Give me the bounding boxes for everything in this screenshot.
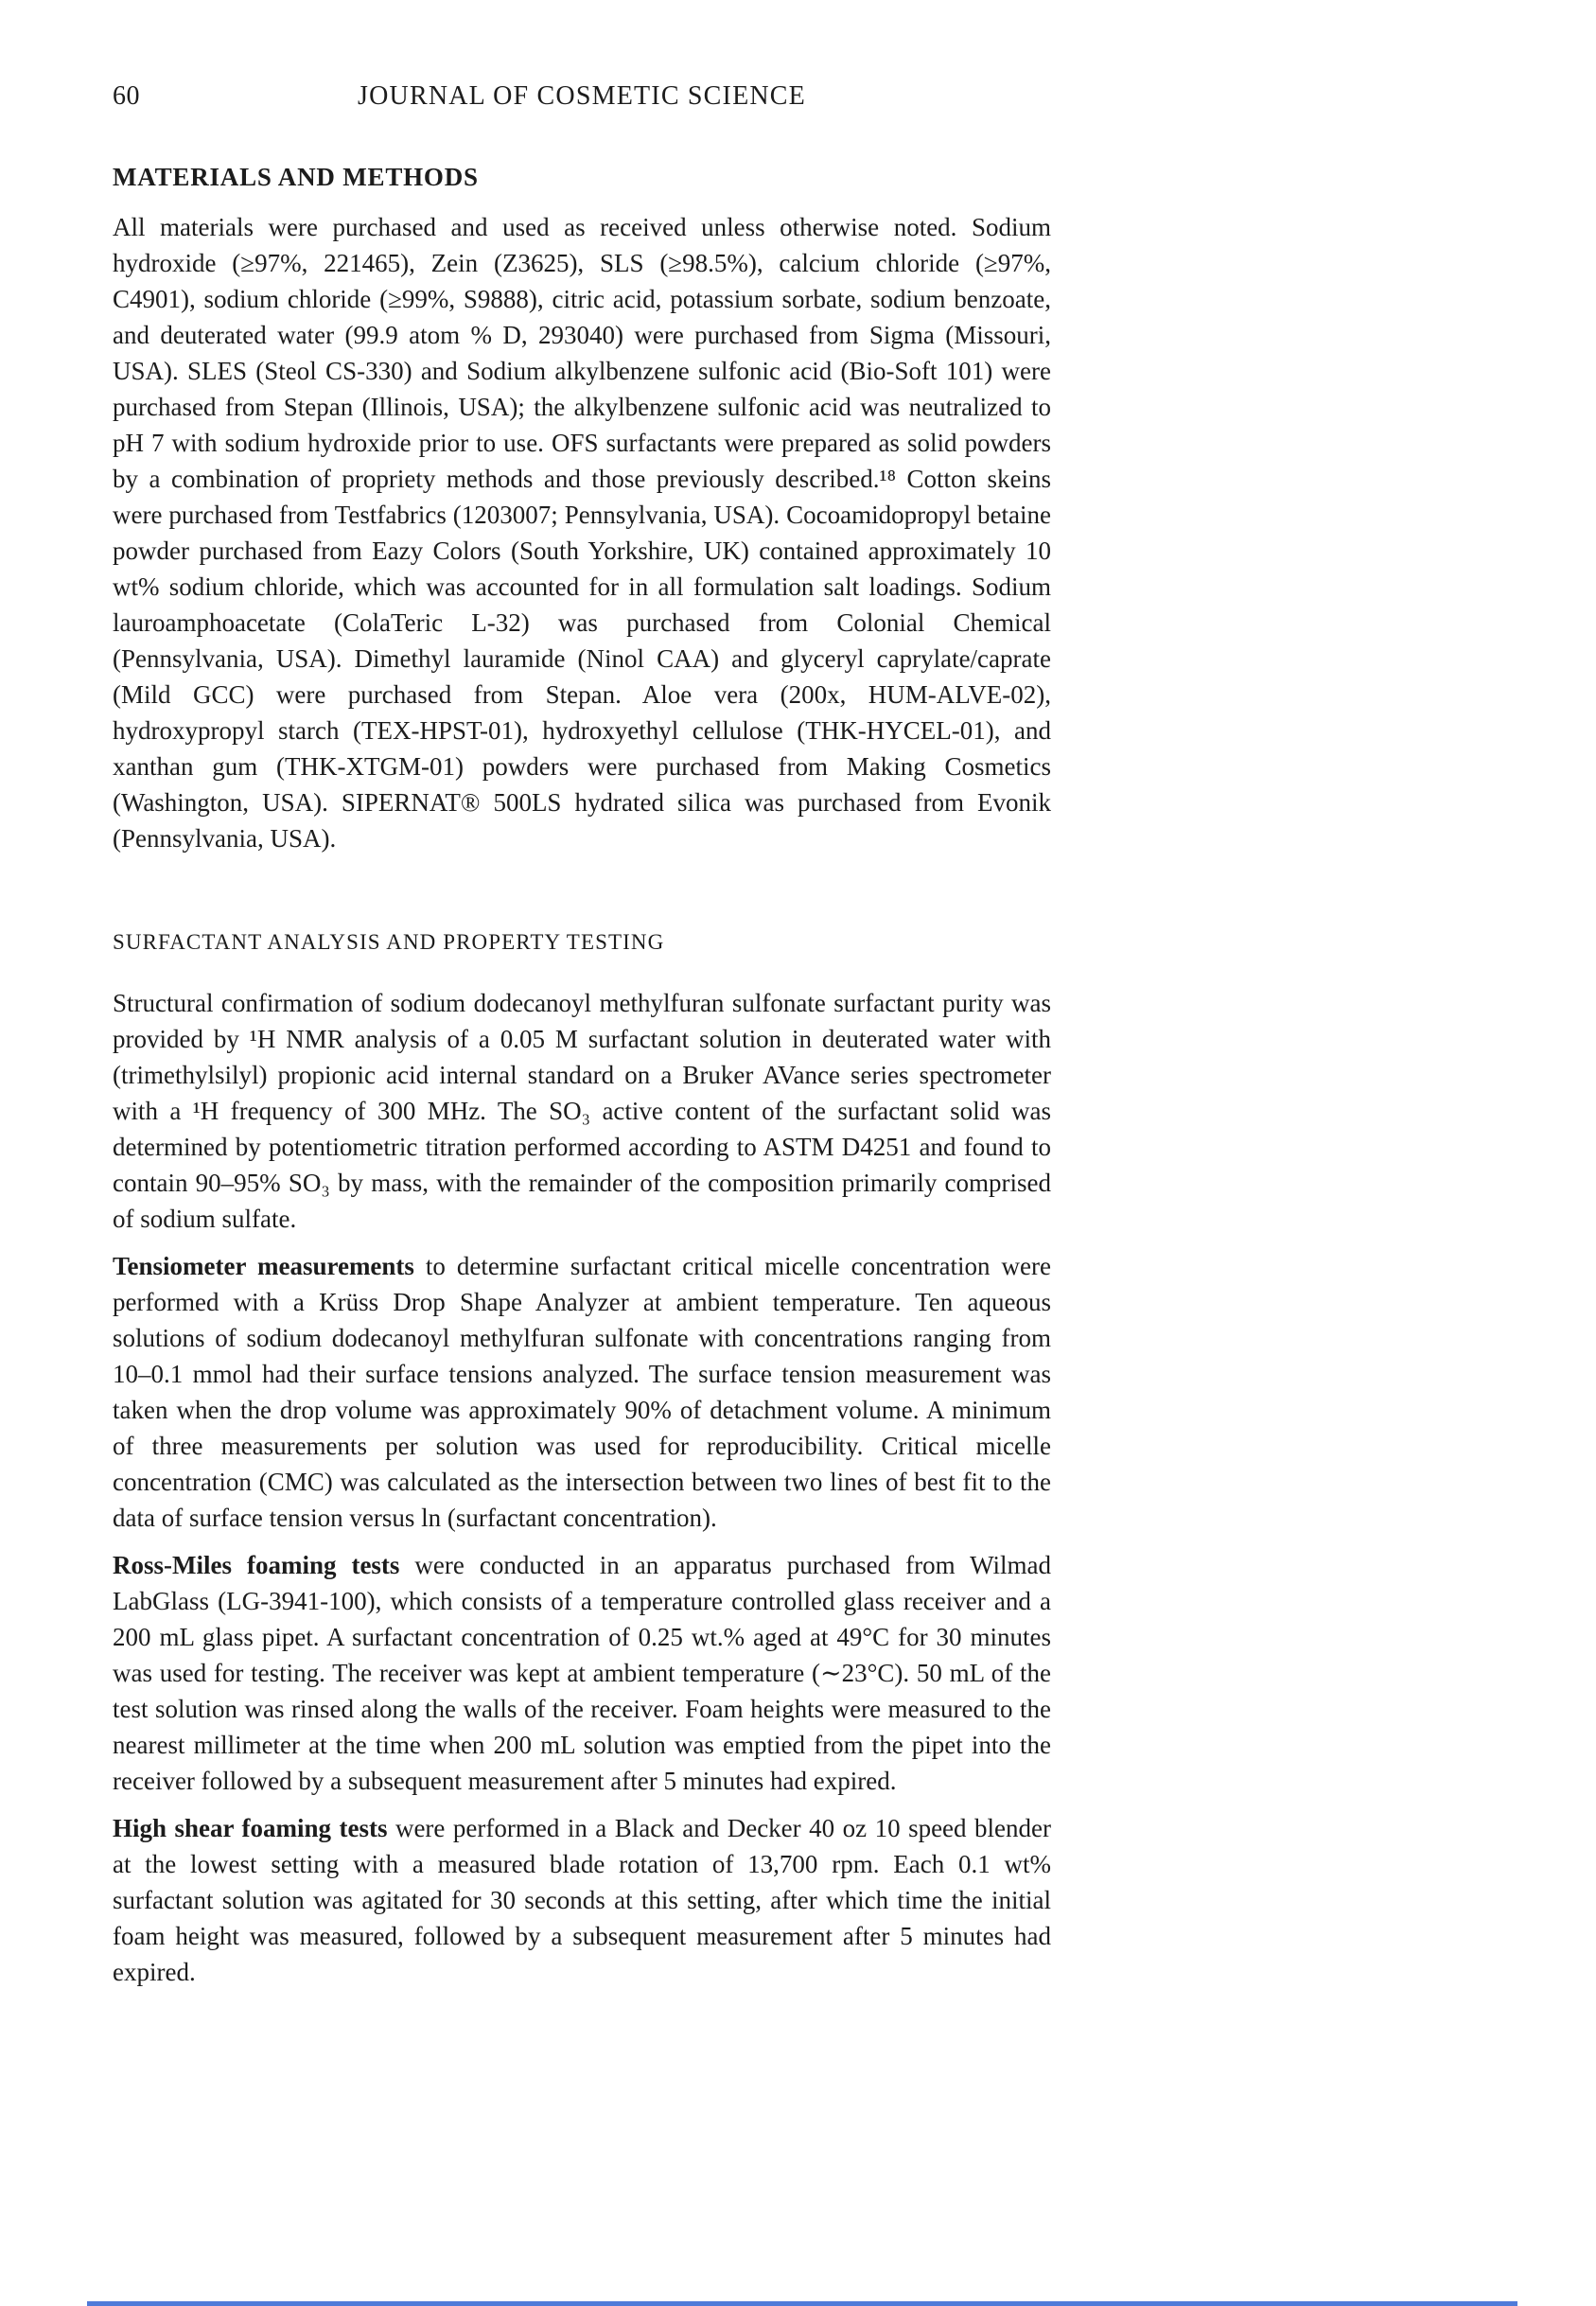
paragraph-lead-tensiometer: Tensiometer measurements bbox=[113, 1252, 414, 1280]
paragraph-text-high-shear: were performed in a Black and Decker 40 oz 10 speed blender at the lowest setting with a measured blade rotation of 13,700 rpm. Each 0.1 wt% surfactant solution was agitated for 30 seconds at this setting, after which time the initial foam height was measured, followed by a subsequent measurement after 5 minutes had expired. bbox=[113, 1814, 1051, 1986]
paragraph-tensiometer-measurements bbox=[113, 1248, 1051, 1536]
running-head: JOURNAL OF COSMETIC SCIENCE bbox=[358, 81, 806, 111]
section-heading-materials-and-methods: MATERIALS AND METHODS bbox=[113, 163, 479, 191]
paragraph-ross-miles-foaming bbox=[113, 1547, 1051, 1799]
paragraph-text-tensiometer: to determine surfactant critical micelle concentration were performed with a Krüss Drop Shape Analyzer at ambient temperature. Ten aqueous solutions of sodium dodecanoyl methylfuran sulfonate with concentrations ranging from 10–0.1 mmol had their surface tensions analyzed. The surface tension measurement was taken when the drop volume was approximately 90% of detachment volume. A minimum of three measurements per solution was used for reproducibility. Critical micelle concentration (CMC) was calculated as the intersection between two lines of best fit to the data of surface tension versus ln (surfactant concentration). bbox=[113, 1252, 1051, 1532]
paragraph-lead-high-shear: High shear foaming tests bbox=[113, 1814, 388, 1842]
paragraph-structural-confirmation: Structural confirmation of sodium dodecanoyl methylfuran sulfonate surfactant purity was provided by ¹H NMR analysis of a 0.05 M surfactant solution in deuterated water with (trimethylsilyl) propionic acid internal standard on a Bruker AVance series spectrometer with a ¹H frequency of 300 MHz. The SO₃ active content of the surfactant solid was determined by potentiometric titration performed according to ASTM D4251 and found to contain 90–95% SO₃ by mass, with the remainder of the composition primarily comprised of sodium sulfate. bbox=[113, 989, 1051, 1233]
paragraph-lead-ross-miles: Ross-Miles foaming tests bbox=[113, 1551, 400, 1579]
paragraph-text-ross-miles: were conducted in an apparatus purchased from Wilmad LabGlass (LG-3941-100), which consists of a temperature controlled glass receiver and a 200 mL glass pipet. A surfactant concentration of 0.25 wt.% aged at 49°C for 30 minutes was used for testing. The receiver was kept at ambient temperature (∼23°C). 50 mL of the test solution was rinsed along the walls of the receiver. Foam heights were measured to the nearest millimeter at the time when 200 mL solution was emptied from the pipet into the receiver followed by a subsequent measurement after 5 minutes had expired. bbox=[113, 1551, 1051, 1795]
page-number: 60 bbox=[113, 81, 140, 111]
bottom-edge-bar bbox=[87, 2301, 1517, 2306]
page-header bbox=[113, 81, 1051, 119]
page-content bbox=[113, 81, 1051, 1990]
paragraph-materials: All materials were purchased and used as received unless otherwise noted. Sodium hydroxide (≥97%, 221465), Zein (Z3625), SLS (≥98.5%), calcium chloride (≥97%, C4901), sodium chloride (≥99%, S9888), citric acid, potassium sorbate, sodium benzoate, and deuterated water (99.9 atom % D, 293040) were purchased from Sigma (Missouri, USA). SLES (Steol CS-330) and Sodium alkylbenzene sulfonic acid (Bio-Soft 101) were purchased from Stepan (Illinois, USA); the alkylbenzene sulfonic acid was neutralized to pH 7 with sodium hydroxide prior to use. OFS surfactants were prepared as solid powders by a combination of propriety methods and those previously described.¹⁸ Cotton skeins were purchased from Testfabrics (1203007; Pennsylvania, USA). Cocoamidopropyl betaine powder purchased from Eazy Colors (South Yorkshire, UK) contained approximately 10 wt% sodium chloride, which was accounted for in all formulation salt loadings. Sodium lauroamphoacetate (ColaTeric L-32) was purchased from Colonial Chemical (Pennsylvania, USA). Dimethyl lauramide (Ninol CAA) and glyceryl caprylate/caprate (Mild GCC) were purchased from Stepan. Aloe vera (200x, HUM-ALVE-02), hydroxypropyl starch (TEX-HPST-01), hydroxyethyl cellulose (THK-HYCEL-01), and xanthan gum (THK-XTGM-01) powders were purchased from Making Cosmetics (Washington, USA). SIPERNAT® 500LS hydrated silica was purchased from Evonik (Pennsylvania, USA). bbox=[113, 213, 1051, 853]
paragraph-high-shear-foaming bbox=[113, 1810, 1051, 1990]
section-materials-and-methods bbox=[113, 163, 1051, 856]
section-surfactant-analysis bbox=[113, 930, 1051, 1990]
subsection-heading-surfactant-analysis: SURFACTANT ANALYSIS AND PROPERTY TESTING bbox=[113, 930, 665, 954]
